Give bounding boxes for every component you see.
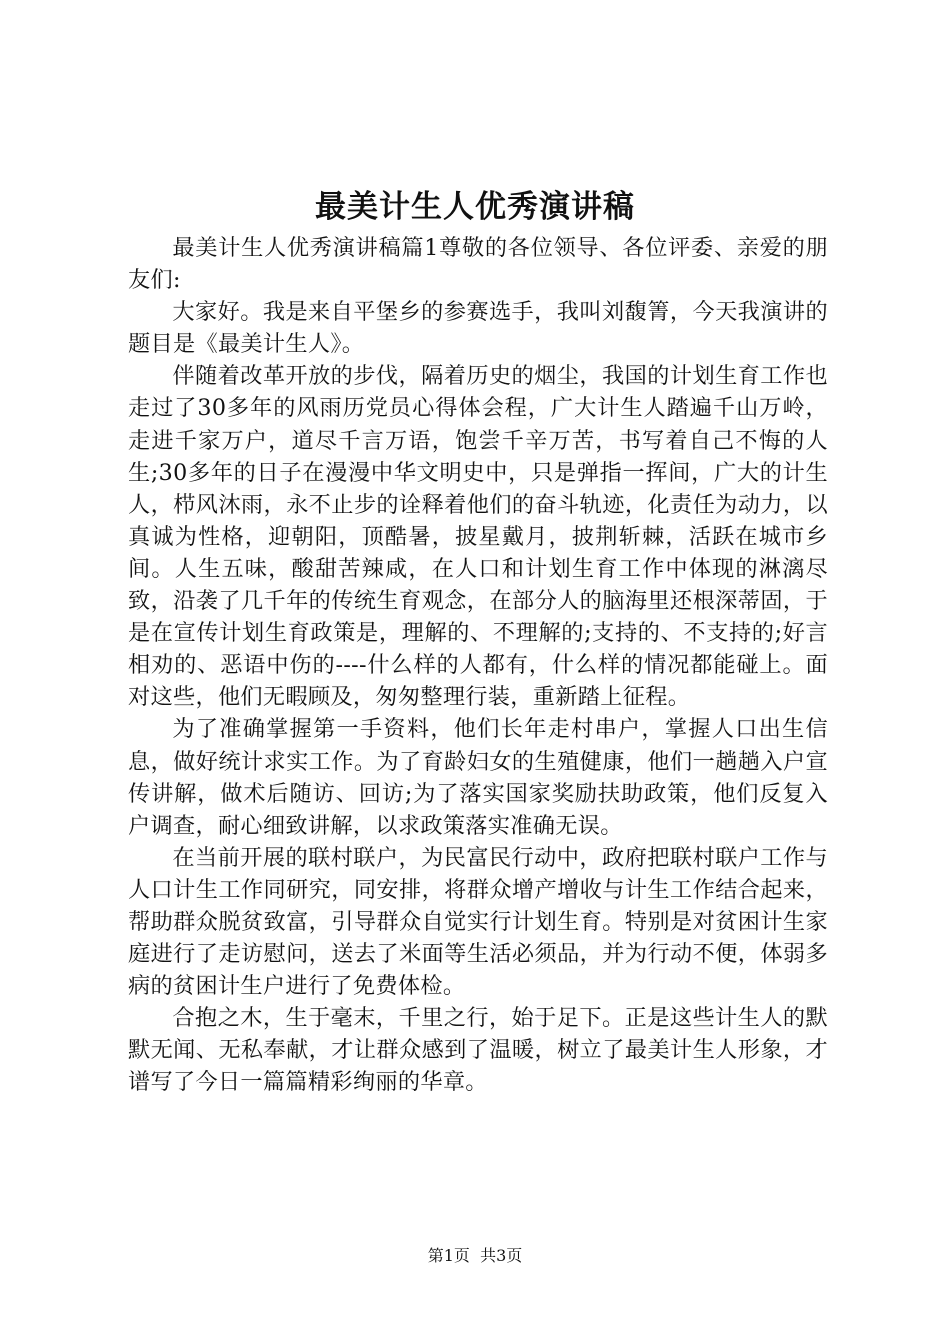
paragraph-2: 大家好。我是来自平堡乡的参赛选手，我叫刘馥箐，今天我演讲的题目是《最美计生人》。 (128, 299, 828, 358)
page-number-footer: 第1页 共3页 (427, 1246, 523, 1265)
document-body (128, 232, 828, 1099)
paragraph-3: 伴随着改革开放的步伐，隔着历史的烟尘，我国的计划生育工作也走过了30多年的风雨历党员心得体会程，广大计生人踏遍千山万岭，走进千家万户，道尽千言万语，饱尝千辛万苦，书写着自己不悔的人生;30多年的日子在漫漫中华文明史中，只是弹指一挥间，广大的计生人，栉风沐雨，永不止步的诠释着他们的奋斗轨迹，化责任为动力，以真诚为性格，迎朝阳，顶酷暑，披星戴月，披荆斩棘，活跃在城市乡间。人生五味，酸甜苦辣咸，在人口和计划生育工作中体现的淋漓尽致，沿袭了几千年的传统生育观念，在部分人的脑海里还根深蒂固，于是在宣传计划生育政策是，理解的、不理解的;支持的、不支持的;好言相劝的、恶语中伤的----什么样的人都有，什么样的情况都能碰上。面对这些，他们无暇顾及，匆匆整理行装，重新踏上征程。 (128, 363, 828, 711)
paragraph-6: 合抱之木，生于毫末，千里之行，始于足下。正是这些计生人的默默无闻、无私奉献，才让群众感到了温暖，树立了最美计生人形象，才谱写了今日一篇篇精彩绚丽的华章。 (128, 1005, 828, 1096)
paragraph-5: 在当前开展的联村联户，为民富民行动中，政府把联村联户工作与人口计生工作同研究，同安排，将群众增产增收与计生工作结合起来，帮助群众脱贫致富，引导群众自觉实行计划生育。特别是对贫困计生家庭进行了走访慰问，送去了米面等生活必须品，并为行动不便，体弱多病的贫困计生户进行了免费体检。 (128, 844, 828, 1000)
paragraph-1: 最美计生人优秀演讲稿篇1尊敬的各位领导、各位评委、亲爱的朋友们: (128, 235, 828, 294)
paragraph-4: 为了准确掌握第一手资料，他们长年走村串户，掌握人口出生信息，做好统计求实工作。为了育龄妇女的生殖健康，他们一趟趟入户宣传讲解，做术后随访、回访;为了落实国家奖励扶助政策，他们反复入户调查，耐心细致讲解，以求政策落实准确无误。 (128, 716, 828, 839)
document-title: 最美计生人优秀演讲稿 (315, 189, 635, 225)
